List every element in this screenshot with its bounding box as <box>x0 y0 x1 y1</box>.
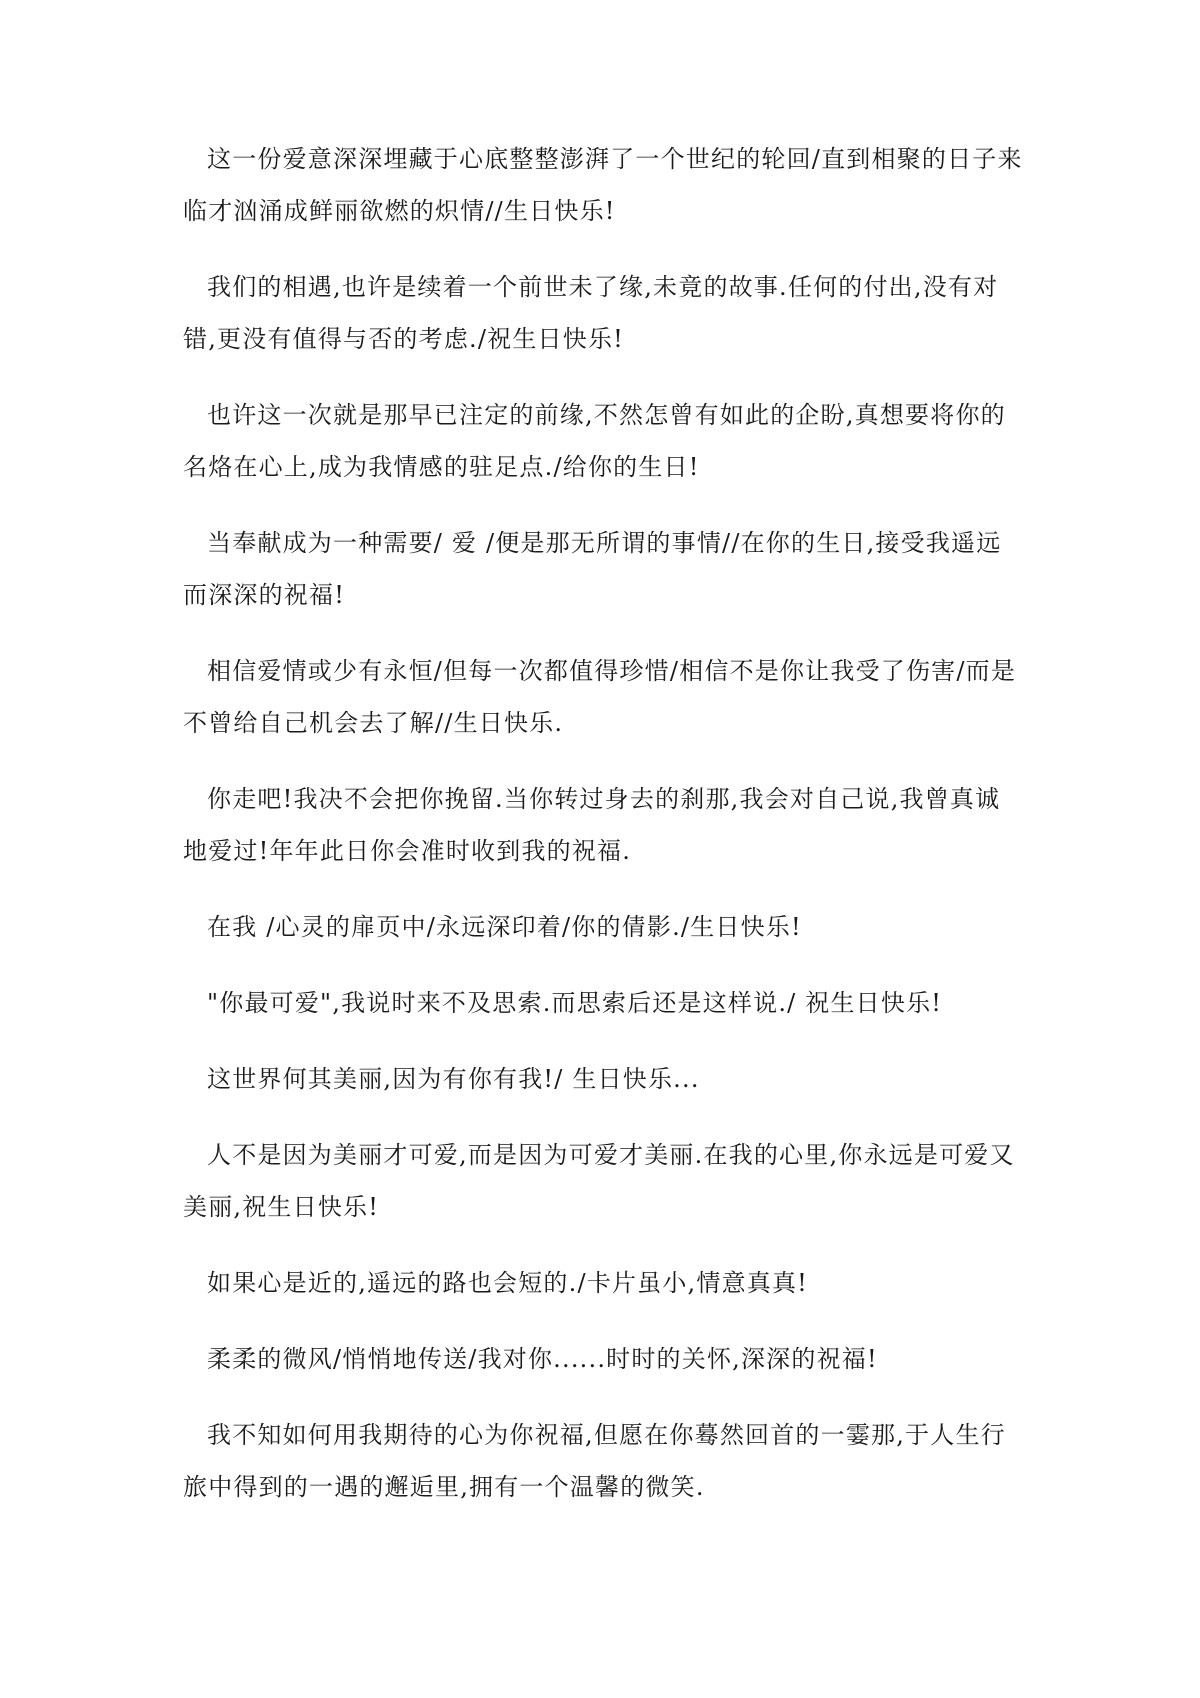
paragraph: "你最可爱",我说时来不及思索.而思索后还是这样说./ 祝生日快乐! <box>207 989 943 1017</box>
paragraph: 当奉献成为一种需要/ 爱 /便是那无所谓的事情//在你的生日,接受我遥远而深深的祝福! <box>183 529 1002 609</box>
paragraph: 如果心是近的,遥远的路也会短的./卡片虽小,情意真真! <box>207 1269 809 1297</box>
paragraph: 也许这一次就是那早已注定的前缘,不然怎曾有如此的企盼,真想要将你的名烙在心上,成为我情感的驻足点./给你的生日! <box>183 401 1006 481</box>
document-body <box>183 133 1025 1537</box>
paragraph: 在我 /心灵的扉页中/永远深印着/你的倩影./生日快乐! <box>207 913 802 941</box>
paragraph: 这世界何其美丽,因为有你有我!/ 生日快乐... <box>207 1065 700 1093</box>
paragraph: 人不是因为美丽才可爱,而是因为可爱才美丽.在我的心里,你永远是可爱又美丽,祝生日快乐! <box>183 1141 1015 1221</box>
paragraph: 这一份爱意深深埋藏于心底整整澎湃了一个世纪的轮回/直到相聚的日子来临才汹涌成鲜丽欲燃的炽情//生日快乐! <box>183 145 1023 225</box>
paragraph: 你走吧!我决不会把你挽留.当你转过身去的刹那,我会对自己说,我曾真诚地爱过!年年此日你会准时收到我的祝福. <box>183 785 1001 865</box>
paragraph: 相信爱情或少有永恒/但每一次都值得珍惜/相信不是你让我受了伤害/而是不曾给自己机会去了解//生日快乐. <box>183 657 1017 737</box>
paragraph: 我们的相遇,也许是续着一个前世未了缘,未竟的故事.任何的付出,没有对错,更没有值得与否的考虑./祝生日快乐! <box>183 273 999 353</box>
paragraph: 我不知如何用我期待的心为你祝福,但愿在你蓦然回首的一霎那,于人生行旅中得到的一遇的邂逅里,拥有一个温馨的微笑. <box>183 1421 1006 1501</box>
paragraph: 柔柔的微风/悄悄地传送/我对你......时时的关怀,深深的祝福! <box>207 1345 878 1373</box>
